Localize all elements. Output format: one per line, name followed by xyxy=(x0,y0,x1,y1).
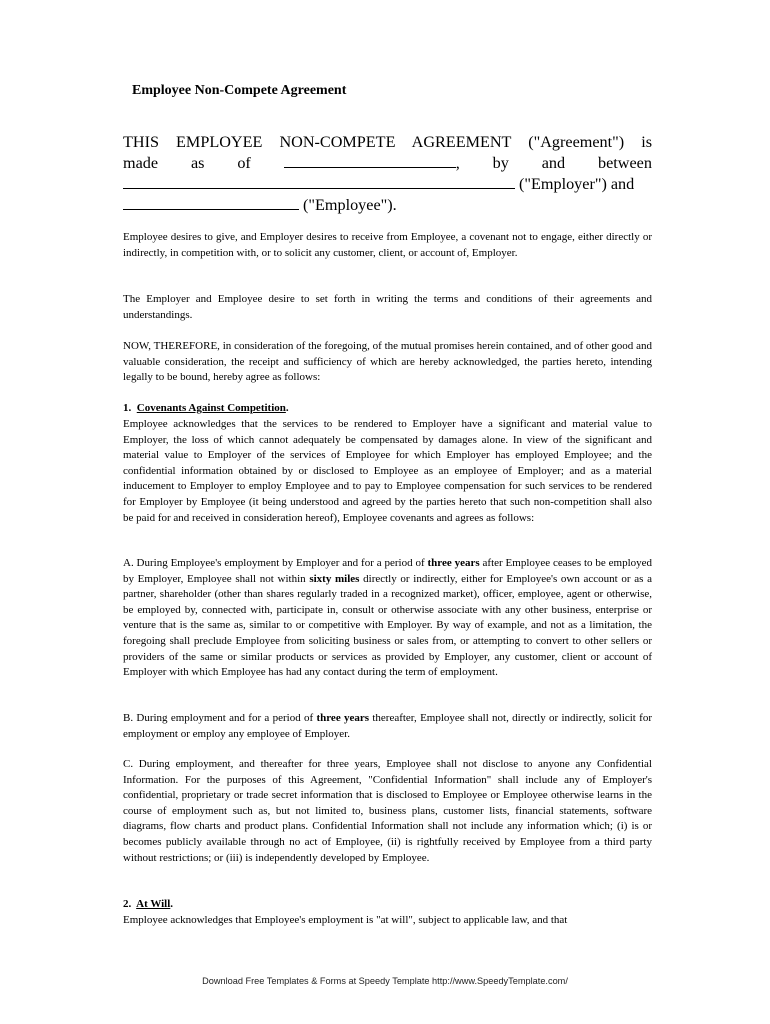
clause-b-part-1: B. During employment and for a period of xyxy=(123,712,317,724)
section-2-period: . xyxy=(170,898,174,910)
intro-word-made: made xyxy=(123,154,159,172)
intro-comma: , xyxy=(455,154,460,172)
intro-line-2 xyxy=(123,153,652,174)
section-1-body: Employee acknowledges that the services to be rendered to Employer have a significant and material value to Employer, the loss of which cannot adequately be compensated by damages alone. In view of the significant and material value to Employer of the services of Employee for which Employer has employed Employee; and the confidential information obtained by or disclosed to Employee as an employee of Employer; and as a material inducement to Employer to employ Employee and to pay to Employee compensation for such services to be rendered for Employer by Employee (it being understood and agreed by the parties hereto that such non-competition shall also be paid for and received in consideration hereof), Employee covenants and agrees as follows: xyxy=(123,418,652,524)
intro-word-as: as xyxy=(190,154,205,172)
intro-line-4 xyxy=(123,195,652,216)
intro-line-3 xyxy=(123,174,652,195)
section-2-number: 2. xyxy=(123,898,132,910)
document-title: Employee Non-Compete Agreement xyxy=(132,83,347,98)
employer-name-field[interactable] xyxy=(123,174,515,189)
section-1-heading xyxy=(123,401,289,417)
paragraph-covenant-desire: Employee desires to give, and Employer desires to receive from Employee, a covenant not to engage, either directly or indirectly, in competition with, or to solicit any customer, client, or account of, Employer. xyxy=(123,231,652,259)
section-1-period: . xyxy=(285,402,289,414)
clause-b-duration: three years xyxy=(316,712,370,724)
clause-a-part-2: after Employee ceases to be employed by Employer, Employee shall not within xyxy=(123,557,653,585)
clause-a-part-3: directly or indirectly, either for Employee's own account or as a partner, shareholder (other than shares regularly traded in a recognized market), officer, employee, agent or otherwise, be employed by, connected with, participate in, consult or otherwise associate with any other business, enterprise or venture that is the same as, similar to or competitive with Employer. By way of example, and not as a limitation, the foregoing shall preclude Employee from soliciting business or sales from, or attempting to convert to other sellers or providers of the same or similar products or services as provided by Employer, any customer, client or account of Employer with which Employee has had any contact during the term of employment. xyxy=(123,572,652,679)
intro-word-of: of xyxy=(237,154,251,172)
intro-employee-label: ("Employee"). xyxy=(303,196,397,214)
section-2-heading xyxy=(123,897,173,913)
clause-b-part-2: thereafter, Employee shall not, directly or indirectly, solicit for employment or employ any employee of Employer. xyxy=(123,712,652,740)
employee-name-field[interactable] xyxy=(123,195,299,210)
paragraph-terms: The Employer and Employee desire to set forth in writing the terms and conditions of their agreements and understandings. xyxy=(123,293,652,321)
intro-word-between: between xyxy=(597,154,652,172)
section-1-title: Covenants Against Competition xyxy=(136,402,286,414)
paragraph-now-therefore: NOW, THEREFORE, in consideration of the foregoing, of the mutual promises herein contained, and of other good and valuable consideration, the receipt and sufficiency of which are hereby acknowledged, the parties hereto, intending legally to be bound, hereby agree as follows: xyxy=(123,340,652,384)
intro-block xyxy=(123,132,652,216)
section-2-title: At Will xyxy=(136,898,171,910)
clause-a-part-1: A. During Employee's employment by Employer and for a period of xyxy=(123,557,428,569)
section-2-body: Employee acknowledges that Employee's employment is "at will", subject to applicable law, and that xyxy=(123,914,568,926)
clause-c: C. During employment, and thereafter for three years, Employee shall not disclose to anyone any Confidential Information. For the purposes of this Agreement, "Confidential Information" shall include any of Employer's confidential, proprietary or trade secret information that is disclosed to Employee or Employee otherwise learns in the course of employment such as, but not limited to, business plans, customer lists, financial statements, software diagrams, flow charts and product plans. Confidential Information shall not include any information which; (i) is or becomes publicly available through no act of Employee, (ii) is rightfully received by Employee from a third party without restrictions; or (iii) is independently developed by Employee. xyxy=(123,758,652,864)
clause-a-duration: three years xyxy=(427,557,480,569)
intro-word-by: by xyxy=(492,154,509,172)
clause-b xyxy=(123,711,652,742)
clause-a xyxy=(123,556,652,681)
clause-a-distance: sixty miles xyxy=(309,572,360,585)
intro-line-1-text: THIS EMPLOYEE NON-COMPETE AGREEMENT ("Agreement") is xyxy=(123,133,652,151)
date-field[interactable] xyxy=(284,153,460,174)
intro-employer-label: ("Employer") and xyxy=(519,175,635,193)
page-footer[interactable]: Download Free Templates & Forms at Speedy Template http://www.SpeedyTemplate.com/ xyxy=(202,976,568,986)
intro-line-1 xyxy=(123,132,652,153)
intro-word-and: and xyxy=(541,154,566,172)
section-1-number: 1. xyxy=(123,402,132,414)
